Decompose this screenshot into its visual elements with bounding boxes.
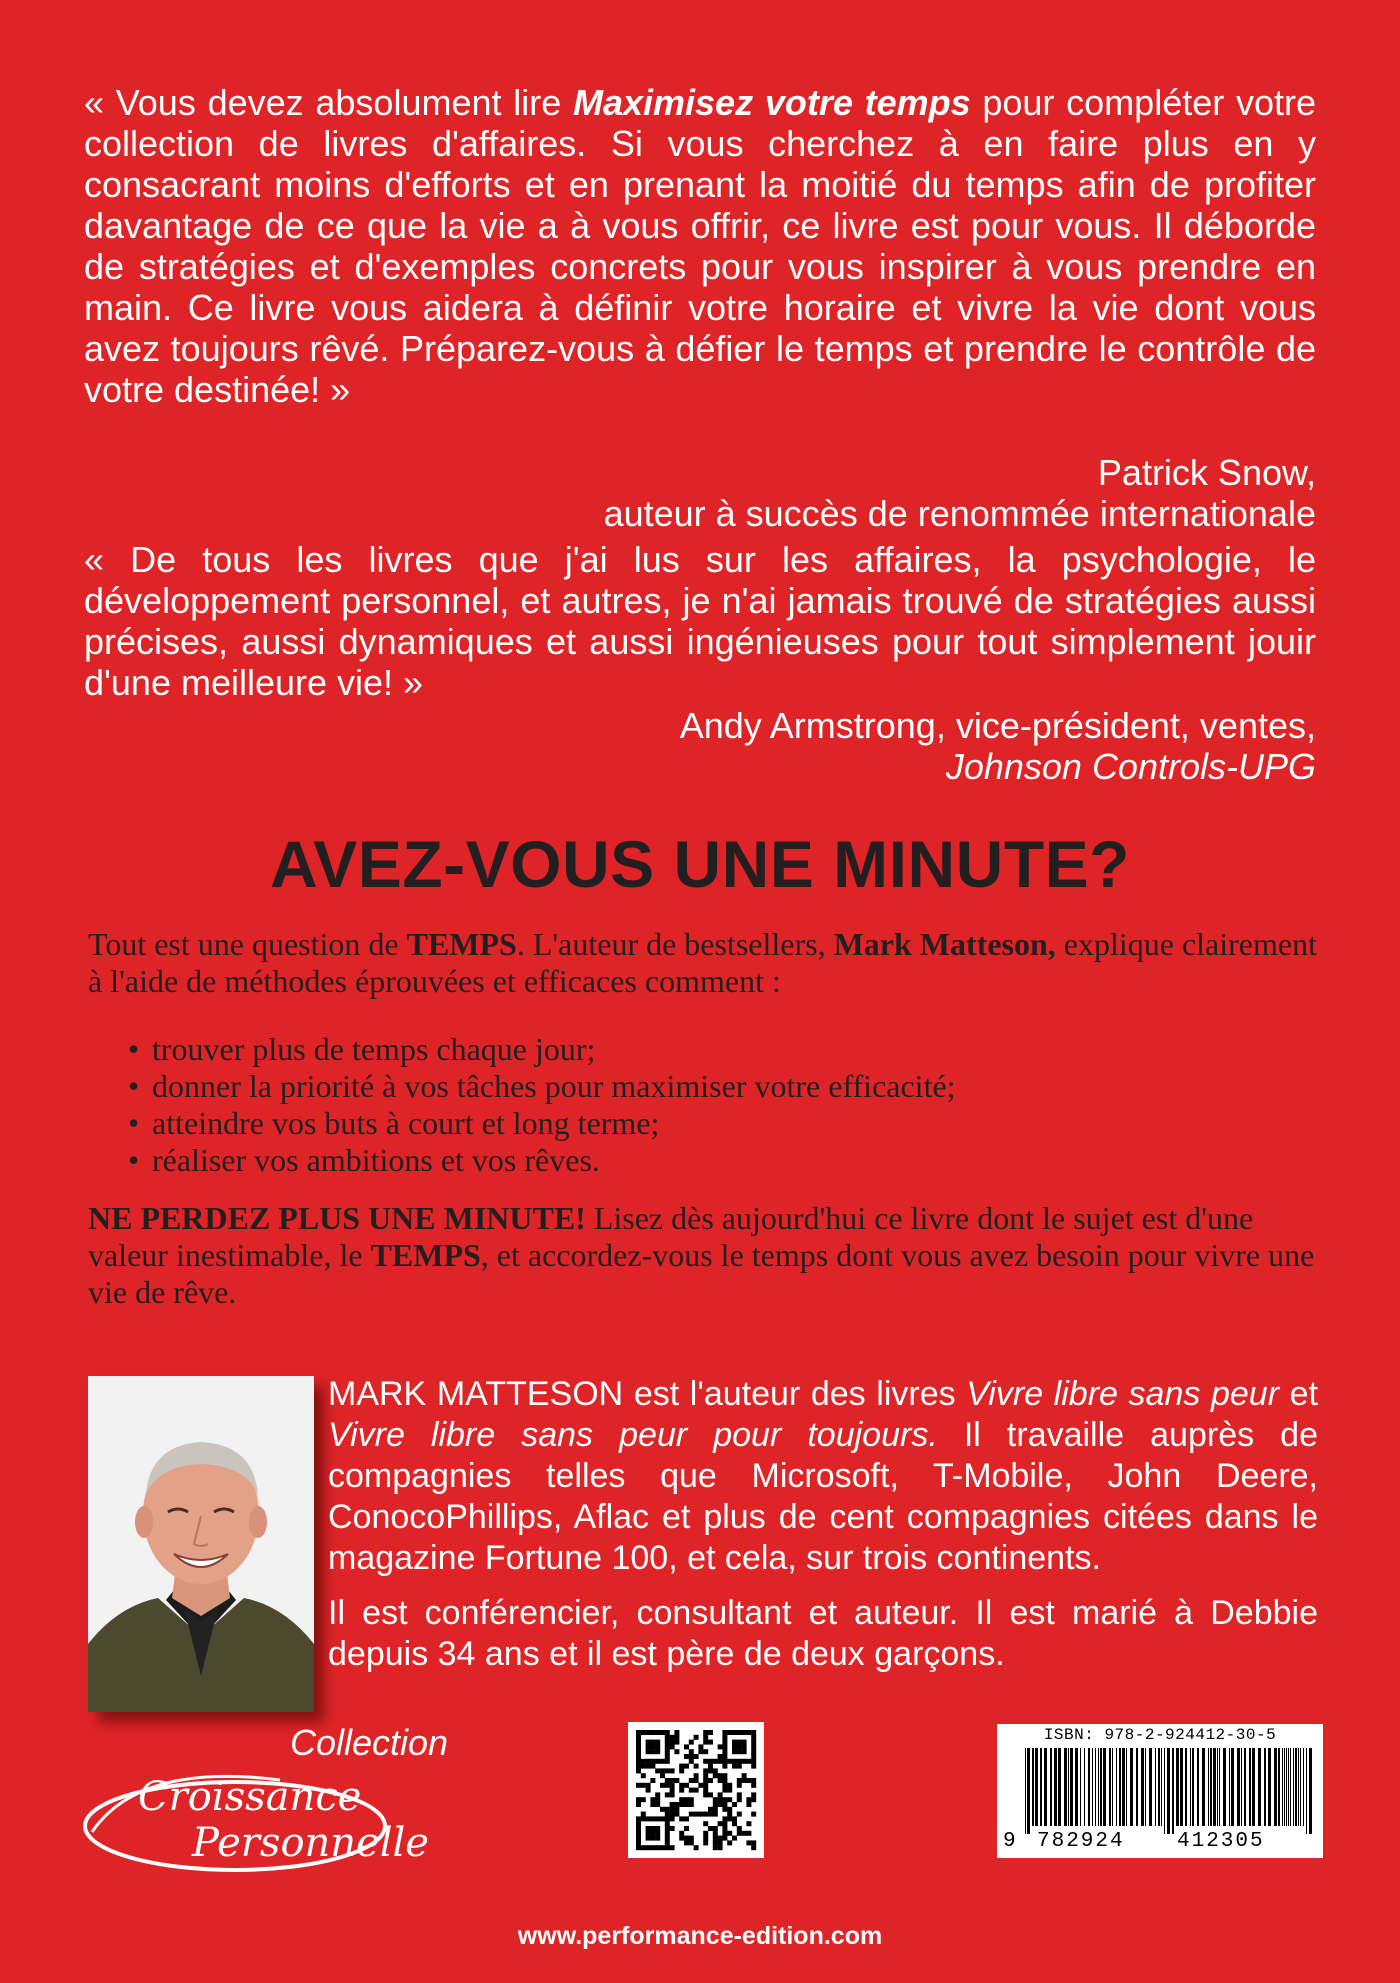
intro-text-2: . L'auteur de bestsellers, xyxy=(516,926,834,962)
logo-collection: Collection xyxy=(290,1722,449,1763)
attribution-name-2: Andy Armstrong, vice-président, ventes, xyxy=(679,705,1316,746)
attribution-name: Patrick Snow, xyxy=(1097,452,1316,493)
list-item: • réaliser vos ambitions et vos rêves. xyxy=(128,1142,1308,1179)
author-bio-2: Il est conférencier, consultant et auteur. Il est marié à Debbie depuis 34 ans et il est père de deux garçons. xyxy=(328,1594,1318,1673)
intro-text-1: Tout est une question de xyxy=(88,926,407,962)
quote-maximisez xyxy=(84,82,1316,410)
quote-body: pour compléter votre collection de livres d'affaires. Si vous cherchez à en faire plus en y consacrant moins d'efforts et en prenant la moitié du temps afin de profiter davantage de ce que la vie a à vous offrir, ce livre est pour vous. Il déborde de stratégies et d'exemples concrets pour vous inspirer à vous prendre en main. Ce livre vous aidera à définir votre horaire et vivre la vie dont vous avez toujours rêvé. Préparez-vous à défier le temps et prendre le contrôle de votre destinée! » xyxy=(84,82,1316,410)
bio-text-2: et xyxy=(1279,1375,1318,1413)
isbn-digit-first: 9 xyxy=(1003,1830,1018,1853)
isbn-label: ISBN: 978-2-924412-30-5 xyxy=(1043,1726,1277,1744)
attribution-company: Johnson Controls-UPG xyxy=(945,746,1316,787)
isbn-digits-group-1: 782924 xyxy=(1037,1830,1125,1853)
intro-author: Mark Matteson, xyxy=(833,926,1056,962)
intro-temps: TEMPS xyxy=(406,926,517,962)
isbn-barcode xyxy=(997,1724,1323,1858)
quote-open: « Vous devez absolument lire xyxy=(84,82,573,123)
bio-text-1: MARK MATTESON est l'auteur des livres xyxy=(328,1375,967,1413)
closing-temps: TEMPS xyxy=(370,1237,481,1273)
quote-armstrong xyxy=(84,539,1316,703)
headline: AVEZ-VOUS UNE MINUTE? xyxy=(270,827,1130,901)
list-item: • trouver plus de temps chaque jour; xyxy=(128,1031,1308,1068)
logo-line-2: Personnelle xyxy=(192,1820,429,1866)
list-item: • atteindre vos buts à court et long terme; xyxy=(128,1105,1308,1142)
qr-code xyxy=(628,1722,764,1858)
quote-attribution-armstrong xyxy=(680,705,1316,787)
closing-paragraph xyxy=(88,1200,1328,1311)
quote-attribution-snow xyxy=(604,452,1316,534)
isbn-digits-group-2: 412305 xyxy=(1177,1830,1265,1853)
intro-text-3: explique clairement à l'aide de méthodes éprouvées et efficaces comment : xyxy=(88,926,1317,999)
website-url: www.performance-edition.com xyxy=(517,1922,883,1950)
bio-text-3: Il travaille auprès de compagnies telles que Microsoft, T-Mobile, John Deere, ConocoPhillips, Aflac et plus de cent compagnies citées dans le magazine Fortune 100, et cela, sur trois continents. xyxy=(328,1416,1318,1577)
closing-text-1: Lisez dès aujourd'hui ce livre dont le sujet est d'une valeur inestimable, le xyxy=(88,1200,1254,1273)
closing-text-2: , et accordez-vous le temps dont vous avez besoin pour vivre une vie de rêve. xyxy=(88,1237,1315,1310)
bio-book-2: Vivre libre sans peur pour toujours. xyxy=(328,1416,938,1454)
closing-bold: NE PERDEZ PLUS UNE MINUTE! xyxy=(88,1200,586,1236)
intro-paragraph xyxy=(88,926,1328,1000)
quote-book-title: Maximisez votre temps xyxy=(572,82,971,123)
bio-book-1: Vivre libre sans peur xyxy=(966,1375,1280,1413)
logo-line-1: Croissance xyxy=(138,1774,362,1820)
benefits-list xyxy=(128,1031,1308,1179)
author-bio xyxy=(328,1374,1318,1579)
author-photo xyxy=(88,1376,314,1712)
list-item: • donner la priorité à vos tâches pour maximiser votre efficacité; xyxy=(128,1068,1308,1105)
attribution-title: auteur à succès de renommée internationale xyxy=(603,493,1316,534)
quote2-body: « De tous les livres que j'ai lus sur les affaires, la psychologie, le développement personnel, et autres, je n'ai jamais trouvé de stratégies aussi précises, aussi dynamiques et aussi ingénieuses pour tout simplement jouir d'une meilleure vie! » xyxy=(84,539,1316,703)
collection-logo xyxy=(80,1722,490,1878)
